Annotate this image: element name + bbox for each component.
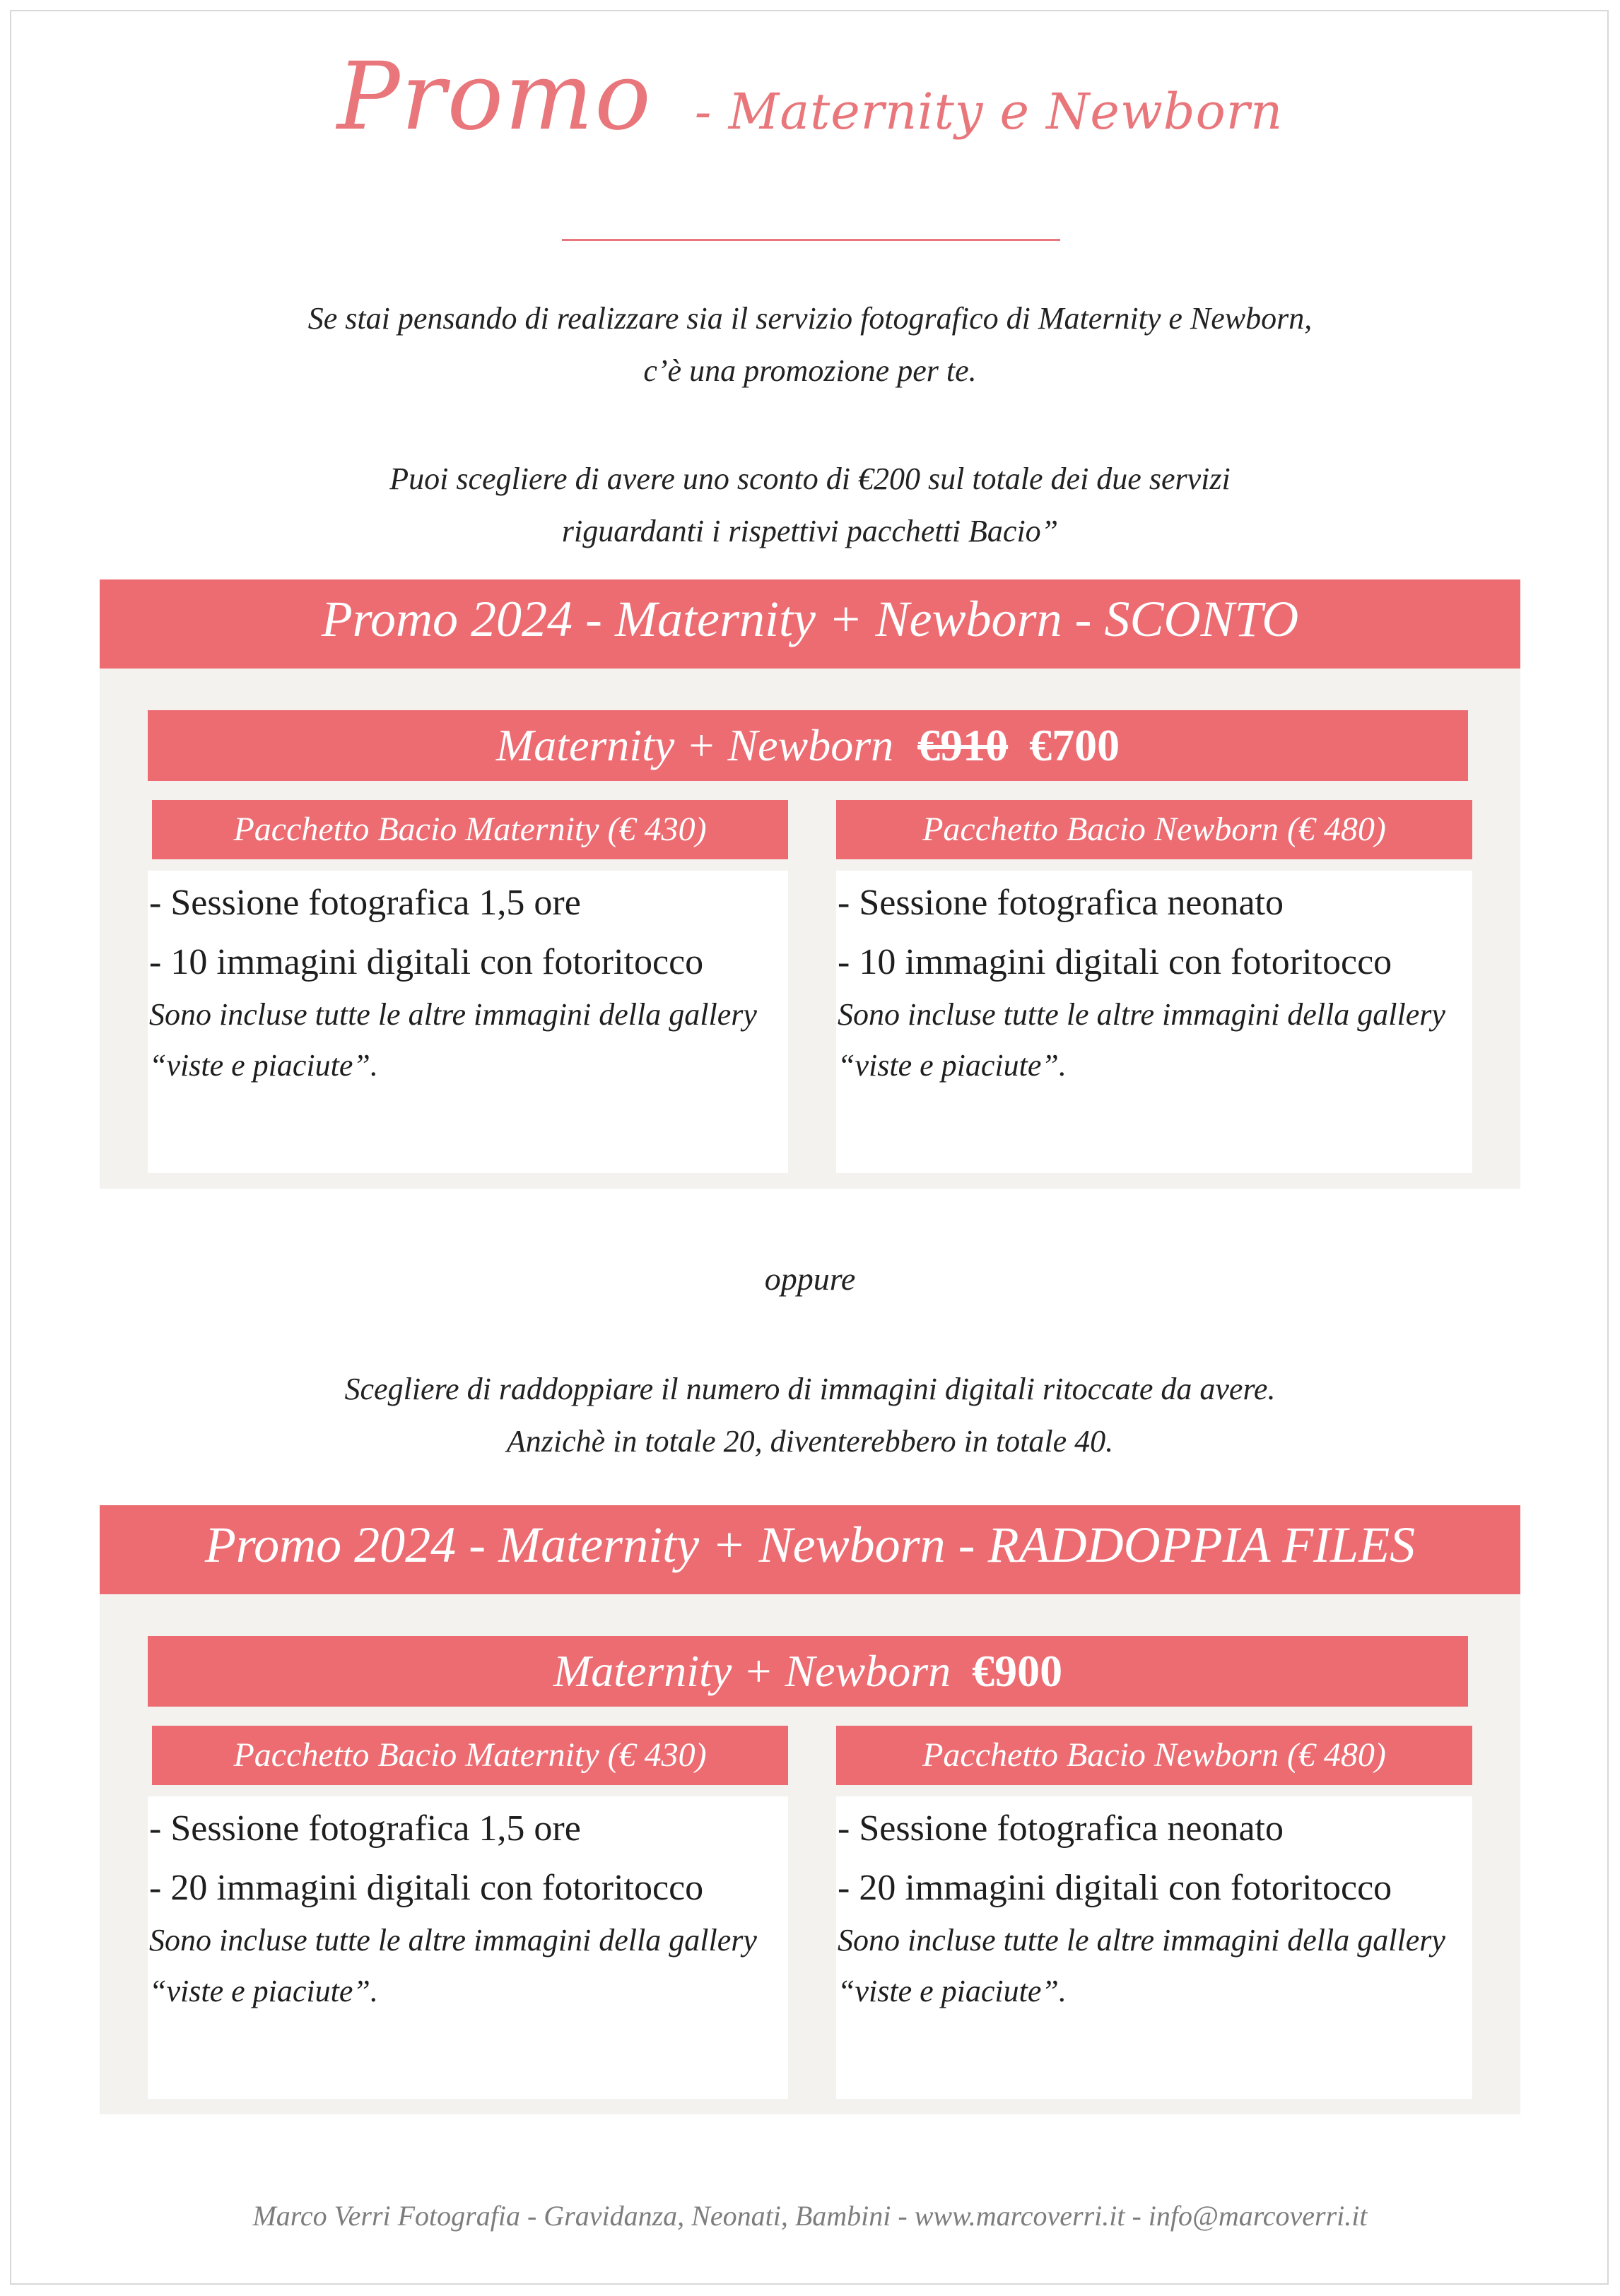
package-note: Sono incluse tutte le altre immagini della gallery “viste e piaciute”. <box>149 1923 757 2008</box>
package-line: - 10 immagini digitali con fotoritocco <box>149 942 704 982</box>
package-newborn-details <box>836 1796 1472 2099</box>
intro-line: Puoi scegliere di avere uno sconto di €200 sul totale dei due servizi <box>389 461 1231 496</box>
promo-sconto-price-bar <box>148 710 1468 781</box>
package-newborn-details <box>836 871 1472 1173</box>
middle-text <box>103 1363 1517 1468</box>
package-note: Sono incluse tutte le altre immagini della gallery “viste e piaciute”. <box>838 997 1445 1083</box>
package-maternity-details <box>148 1796 788 2099</box>
promo-raddoppia-title: Promo 2024 - Maternity + Newborn - RADDOPPIA FILES <box>100 1505 1520 1594</box>
package-line: - 20 immagini digitali con fotoritocco <box>838 1868 1392 1908</box>
promo-sconto-box <box>100 579 1520 1189</box>
package-maternity-title: Pacchetto Bacio Maternity (€ 430) <box>152 800 788 859</box>
bundle-label: Maternity + Newborn <box>553 1646 951 1696</box>
package-maternity-title: Pacchetto Bacio Maternity (€ 430) <box>152 1726 788 1785</box>
intro-text <box>103 293 1517 397</box>
promo-raddoppia-box <box>100 1505 1520 2114</box>
package-line: - 20 immagini digitali con fotoritocco <box>149 1868 704 1908</box>
package-note: Sono incluse tutte le altre immagini della gallery “viste e piaciute”. <box>149 997 757 1083</box>
package-line: - 10 immagini digitali con fotoritocco <box>838 942 1392 982</box>
package-maternity-details <box>148 871 788 1173</box>
intro-line: Se stai pensando di realizzare sia il servizio fotografico di Maternity e Newborn, <box>307 301 1313 336</box>
intro-offer-text <box>103 453 1517 558</box>
package-newborn-title: Pacchetto Bacio Newborn (€ 480) <box>836 1726 1472 1785</box>
oppure-separator: oppure <box>764 1261 856 1297</box>
promo-raddoppia-price-bar <box>148 1636 1468 1707</box>
old-price: €910 <box>917 720 1009 770</box>
package-line: - Sessione fotografica neonato <box>838 883 1284 923</box>
package-line: - Sessione fotografica 1,5 ore <box>149 883 581 923</box>
package-newborn-title: Pacchetto Bacio Newborn (€ 480) <box>836 800 1472 859</box>
package-line: - Sessione fotografica neonato <box>838 1808 1284 1849</box>
middle-line: Anzichè in totale 20, diventerebbero in totale 40. <box>506 1424 1114 1459</box>
intro-line: c’è una promozione per te. <box>643 353 977 388</box>
title-divider <box>562 239 1060 241</box>
middle-line: Scegliere di raddoppiare il numero di immagini digitali ritoccate da avere. <box>344 1372 1276 1406</box>
footer-contact: Marco Verri Fotografia - Gravidanza, Neonati, Bambini - www.marcoverri.it - info@marcoverri.it <box>252 2200 1368 2232</box>
title-promo: Promo <box>336 42 652 151</box>
package-note: Sono incluse tutte le altre immagini della gallery “viste e piaciute”. <box>838 1923 1445 2008</box>
promo-sconto-title: Promo 2024 - Maternity + Newborn - SCONTO <box>100 579 1520 669</box>
intro-line: riguardanti i rispettivi pacchetti Bacio” <box>561 514 1059 548</box>
bundle-label: Maternity + Newborn <box>495 720 894 770</box>
page-title <box>0 42 1620 151</box>
new-price: €700 <box>1029 720 1120 770</box>
price: €900 <box>972 1646 1063 1696</box>
package-line: - Sessione fotografica 1,5 ore <box>149 1808 581 1849</box>
title-subtitle: - Maternity e Newborn <box>694 83 1284 141</box>
